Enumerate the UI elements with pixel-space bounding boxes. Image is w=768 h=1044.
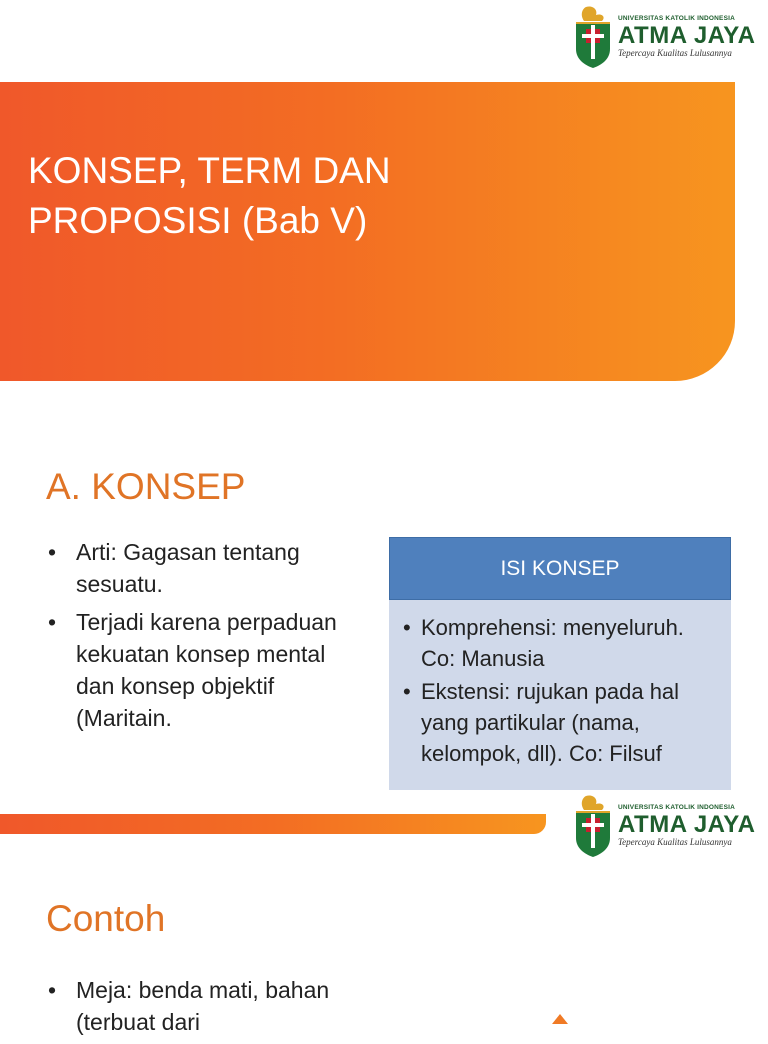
isi-konsep-body [389, 600, 731, 790]
section-heading-contoh: Contoh [46, 898, 166, 939]
isi-konsep-item: • Ekstensi: rujukan pada hal yang partikular (nama, kelompok, dll). Co: Filsuf [403, 676, 723, 769]
slide-2-corner-mark [552, 1014, 568, 1024]
bullet-dot-icon: • [403, 679, 411, 704]
atma-jaya-crest-icon [572, 794, 614, 858]
logo-tagline-text: Tepercaya Kualitas Lulusannya [618, 48, 732, 59]
slide-title-line-2: PROPOSISI (Bab V) [28, 200, 368, 241]
bullet-dot-icon: • [48, 977, 57, 1003]
bullet-dot-icon: • [48, 539, 57, 565]
section-heading-konsep: A. KONSEP [46, 466, 246, 507]
slide-title [28, 146, 568, 246]
logo-university-text: UNIVERSITAS KATOLIK INDONESIA [618, 803, 736, 811]
bullet-item: • Terjadi karena perpaduan kekuatan konsep mental dan konsep objektif (Maritain. [46, 606, 366, 734]
konsep-bullet-list [46, 536, 366, 740]
logo-university-text: UNIVERSITAS KATOLIK INDONESIA [618, 14, 736, 22]
atma-jaya-logo [572, 5, 755, 69]
contoh-bullet-list [46, 974, 366, 1044]
isi-konsep-box [389, 537, 731, 790]
bullet-item: • Meja: benda mati, bahan (terbuat dari [46, 974, 366, 1038]
slide-title-line-1: KONSEP, TERM DAN [28, 150, 391, 191]
slide-2-accent-stripe [0, 814, 546, 834]
logo-tagline-text: Tepercaya Kualitas Lulusannya [618, 837, 732, 848]
isi-konsep-item: • Komprehensi: menyeluruh. Co: Manusia [403, 612, 723, 674]
atma-jaya-logo-slide-2 [572, 794, 755, 858]
isi-konsep-header: ISI KONSEP [389, 537, 731, 600]
bullet-dot-icon: • [403, 615, 411, 640]
atma-jaya-crest-icon [572, 5, 614, 69]
bullet-item: • Arti: Gagasan tentang sesuatu. [46, 536, 366, 600]
bullet-dot-icon: • [48, 609, 57, 635]
title-banner [0, 82, 735, 381]
logo-brand-text: ATMA JAYA [618, 22, 756, 50]
logo-brand-text: ATMA JAYA [618, 811, 756, 839]
